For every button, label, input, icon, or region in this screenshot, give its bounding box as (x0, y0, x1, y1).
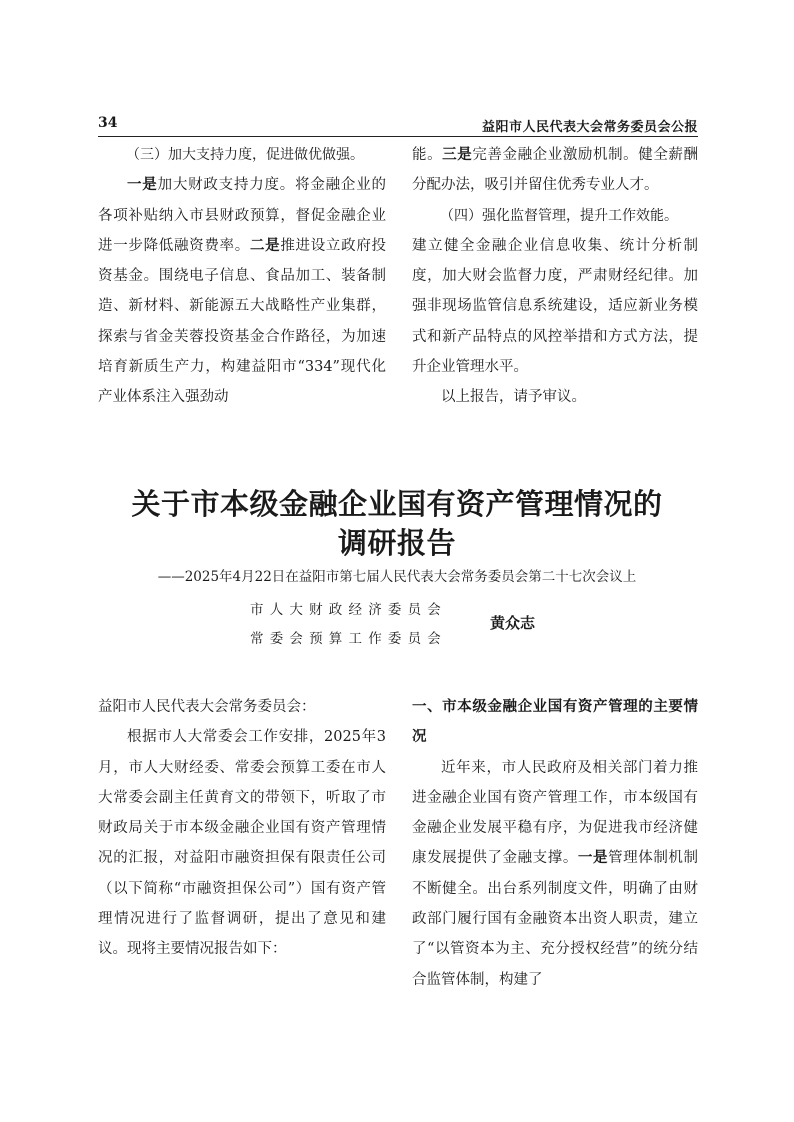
text: 完善金融企业激励机制。健全薪酬分配办法，吸引并留住优秀专业人才。 (412, 147, 699, 194)
author-name: 黄众志 (490, 614, 536, 632)
report-title-line2: 调研报告 (337, 526, 456, 560)
bottom-right-column (412, 692, 698, 995)
bottom-left-column (98, 692, 386, 965)
text: 推进设立政府投资基金。围绕电子信息、食品加工、装备制造、新材料、新能源五大战略性产业集群，探索与省金芙蓉投资基金合作路径，为加速培育新质生产力，构建益阳市“334”现代化产业体系注入强劲动 (98, 237, 387, 406)
committee-name-1: 市人大财政经济委员会 (250, 602, 447, 618)
lead-marker: 三是 (442, 146, 473, 163)
paragraph (412, 753, 698, 995)
section-heading-3: （三）加大支持力度，促进做优做强。 (126, 147, 364, 163)
publication-name: 益阳市人民代表大会常务委员会公报 (481, 120, 698, 135)
paragraph: 建立健全金融企业信息收集、统计分析制度，加大财会监督力度，严肃财经纪律。加强非现场监管信息系统建设，适应新业务模式和新产品特点的风控举措和方式方法，提升企业管理水平。 (412, 237, 698, 376)
text: 管理体制机制不断健全。出台系列制度文件，明确了由财政部门履行国有金融资本出资人职责，建立了“以管资本为主、充分授权经营”的统分结合监管体制，构建了 (412, 850, 699, 988)
report-subtitle: ——2025年4月22日在益阳市第七届人民代表大会常务委员会第二十七次会议上 (157, 569, 637, 585)
report-title-line1: 关于市本级金融企业国有资产管理情况的 (131, 487, 663, 521)
closing-line: 以上报告，请予审议。 (441, 389, 586, 406)
running-header (98, 113, 698, 135)
paragraph (412, 140, 698, 201)
section-heading-1: 一、市本级金融企业国有资产管理的主要情况 (412, 699, 698, 746)
section-heading-4: （四）强化监督管理，提升工作效能。 (440, 207, 678, 224)
top-right-column (412, 140, 698, 413)
committee-name-2: 常委会预算工作委员会 (250, 631, 447, 647)
lead-marker: 二是 (249, 236, 281, 254)
paragraph: 根据市人大常委会工作安排，2025年3月，市人大财经委、常委会预算工委在市人大常委会副主任黄育文的带领下，听取了市财政局关于市本级金融企业国有资产管理情况的汇报，对益阳市融资担保有限责任公司（以下简称“市融资担保公司”）国有资产管理情况进行了监督调研，提出了意见和建议。现将主要情况报告如下： (98, 729, 386, 958)
paragraph (98, 170, 386, 412)
header-rule (98, 136, 698, 137)
text: 近年来，市人民政府及相关部门着力推进金融企业国有资产管理工作，市本级国有金融企业发展平稳有序，为促进我市经济健康发展提供了金融支撑。 (412, 759, 698, 867)
lead-marker: 一是 (577, 849, 609, 867)
text: 加大财政支持力度。将金融企业的各项补贴纳入市县财政预算，督促金融企业进一步降低融资费率。 (98, 177, 386, 254)
salutation: 益阳市人民代表大会常务委员会： (98, 699, 316, 715)
top-left-column (98, 140, 386, 413)
lead-marker: 一是 (127, 176, 158, 194)
text: 能。 (412, 147, 443, 163)
page-number: 34 (98, 115, 118, 131)
